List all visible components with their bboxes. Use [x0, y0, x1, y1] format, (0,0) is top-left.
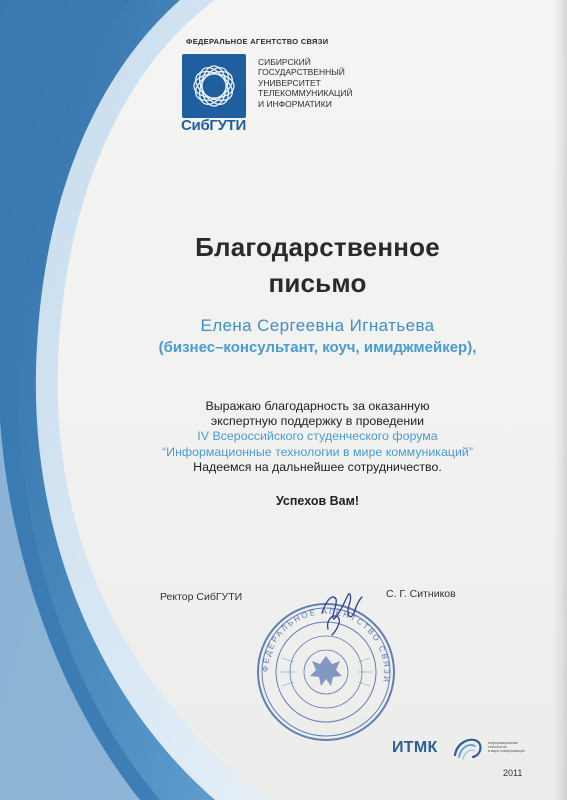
handwritten-signature-icon: [292, 583, 382, 643]
recipient-name: Елена Сергеевна Игнатьева: [200, 316, 435, 335]
university-name: [258, 57, 378, 109]
closing-wish: Успехов Вам!: [275, 494, 360, 508]
letter-title-line2: письмо: [268, 268, 367, 298]
itmk-wordmark: ИТМК: [392, 739, 438, 756]
body-line-forum-title: “Информационные технологии в мире коммуникаций”: [162, 444, 473, 459]
university-name-line: И ИНФОРМАТИКИ: [258, 98, 332, 109]
itmk-tagline-line: информационные: [488, 741, 519, 745]
university-name-line: ГОСУДАРСТВЕННЫЙ: [258, 67, 345, 78]
body-line: Надеемся на дальнейшее сотрудничество.: [193, 459, 442, 474]
itmk-swirl-icon: [451, 735, 485, 765]
logo-ring-icon: [182, 54, 246, 118]
itmk-tagline-line: технологии: [488, 745, 507, 750]
letter-body: [0, 399, 567, 475]
logo-wordmark: СибГУТИ: [181, 117, 246, 134]
university-logo: [182, 54, 246, 118]
itmk-logo: [392, 735, 542, 767]
recipient-role: (бизнес–консультант, коуч, имиджмейкер),: [158, 339, 477, 356]
year-label: 2011: [503, 768, 523, 778]
agency-label: ФЕДЕРАЛЬНОЕ АГЕНТСТВО СВЯЗИ: [186, 37, 329, 46]
signer-name: С. Г. Ситников: [386, 588, 456, 600]
letter-title-line1: Благодарственное: [195, 232, 440, 262]
body-line: Выражаю благодарность за оказанную: [205, 399, 430, 413]
body-line: экспертную поддержку в проведении: [210, 414, 425, 429]
body-line-forum: IV Всероссийского студенческого форума: [197, 429, 438, 444]
seal-ring-text: ФЕДЕРАЛЬНОЕ АГЕНТСТВО СВЯЗИ: [260, 606, 392, 685]
itmk-tagline-line: в мире коммуникаций: [488, 749, 525, 754]
itmk-tagline: [488, 741, 544, 754]
university-name-line: СИБИРСКИЙ: [258, 57, 311, 67]
university-name-line: ТЕЛЕКОММУНИКАЦИЙ: [258, 88, 353, 99]
university-name-line: УНИВЕРСИТЕТ: [258, 77, 321, 88]
rector-label: Ректор СибГУТИ: [160, 591, 243, 603]
